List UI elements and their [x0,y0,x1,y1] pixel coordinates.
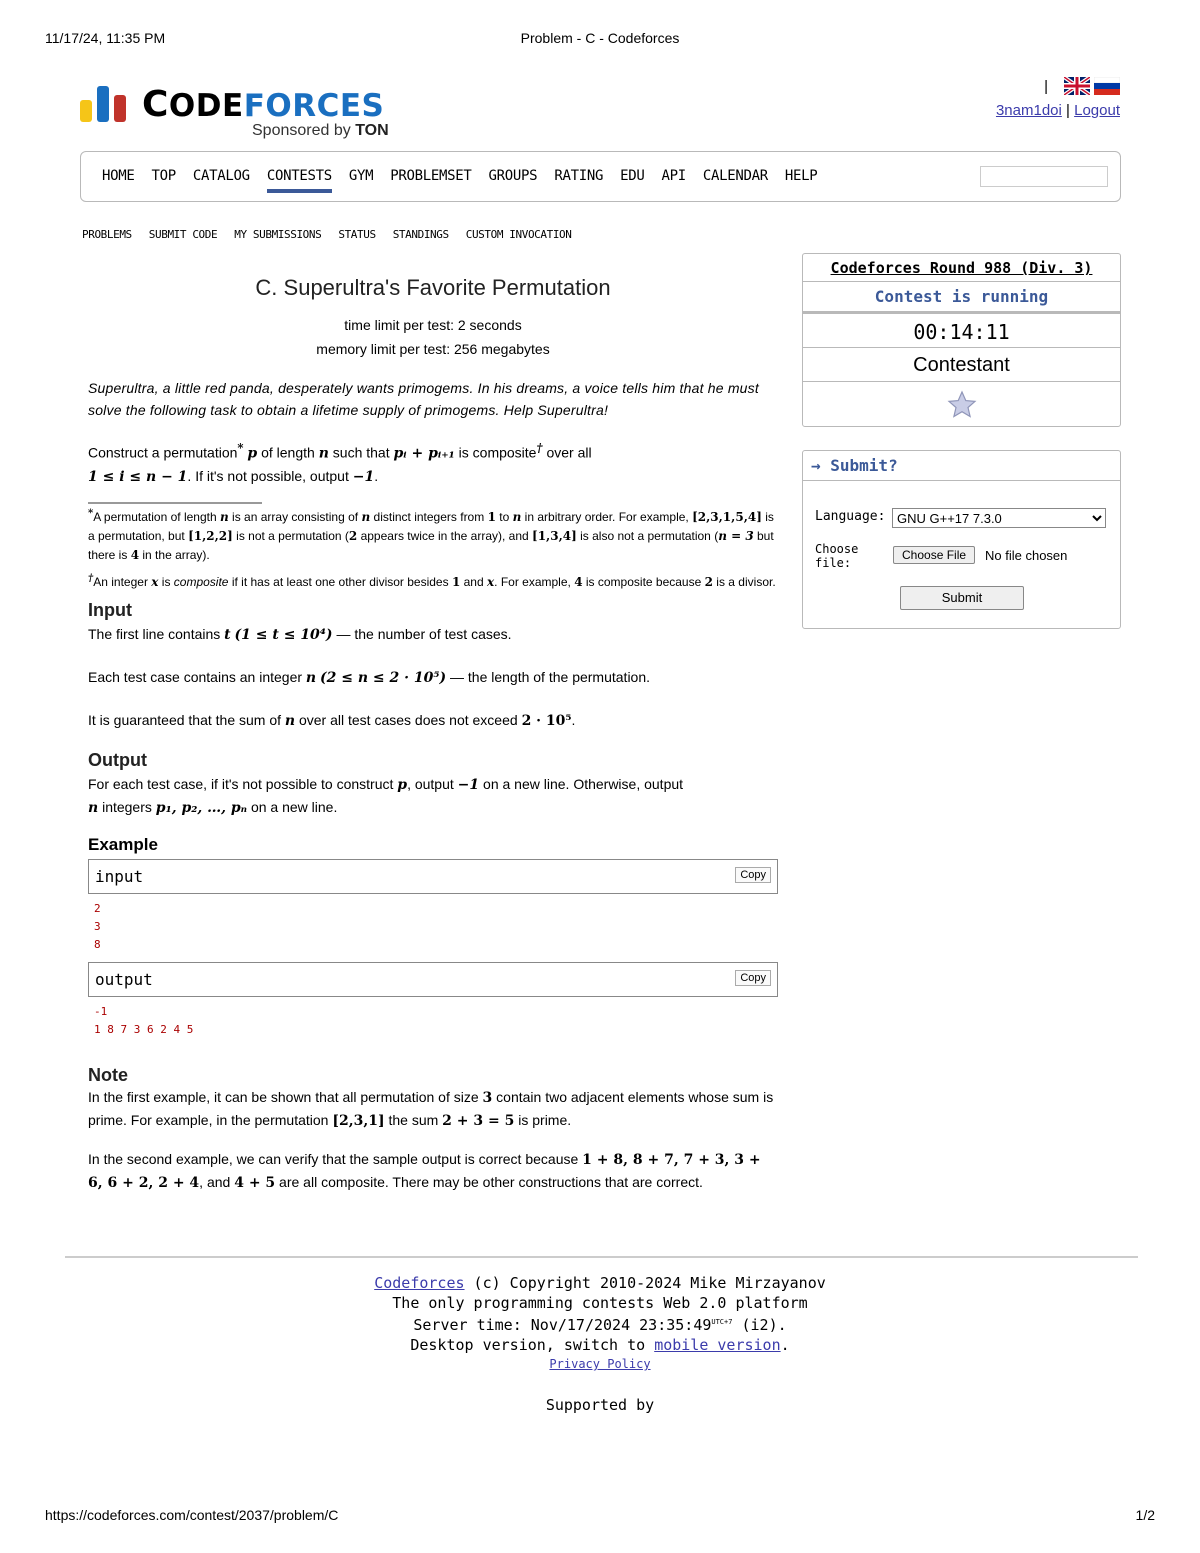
nav-item-edu[interactable]: EDU [620,168,645,184]
nav-item-catalog[interactable]: CATALOG [192,168,250,184]
participant-role: Contestant [803,348,1120,382]
link-divider: | [1066,102,1070,119]
note-paragraph-2: In the second example, we can verify that the sample output is correct because 1 + 8, 8 + 7, 7 + 3, 3 + 6, 6 + 2, 2 + 4, and 4 + 5 are all composite. There may be other constructions that are correct. [88,1150,761,1191]
submit-button[interactable]: Submit [900,586,1024,610]
sample-line: 8 [94,937,101,951]
footer-tagline: The only programming contests Web 2.0 platform [392,1293,808,1312]
input-section-title: Input [88,599,132,620]
problem-title: C. Superultra's Favorite Permutation [255,275,611,300]
nav-item-problemset[interactable]: PROBLEMSET [390,168,472,184]
nav-item-gym[interactable]: GYM [348,168,374,184]
problem-legend-story: Superultra, a little red panda, desperately wants primogems. In his dreams, a voice tells him that he must solve the following task to obtain a lifetime supply of primogems. Help Superultra! [88,380,759,418]
codeforces-link[interactable]: Codeforces [374,1274,465,1292]
input-line-3: It is guaranteed that the sum of n over all test cases does not exceed 2 · 10⁵. [88,711,576,729]
problem-statement [88,272,778,1194]
choose-file-button[interactable]: Choose File [893,546,975,564]
subnav-problems[interactable]: PROBLEMS [82,228,132,241]
input-line-2: Each test case contains an integer n (2 ≤ n ≤ 2 · 10⁵) — the length of the permutation. [88,668,651,686]
sample-output-data [88,997,778,1043]
separator: | [1044,77,1048,95]
privacy-policy-link[interactable]: Privacy Policy [549,1357,651,1371]
input-label: input [95,866,144,886]
logout-link[interactable]: Logout [1074,102,1120,119]
copy-output-button[interactable]: Copy [735,970,771,986]
logo-bars-icon [80,86,130,122]
sample-line: 3 [94,919,101,933]
print-page-number: 1/2 [1135,1507,1155,1523]
subnav-my-submissions[interactable]: MY SUBMISSIONS [234,228,322,241]
choose-file-label: Choose file: [815,542,859,570]
input-line-1: The first line contains t (1 ≤ t ≤ 10⁴) — the number of test cases. [88,625,512,643]
second-level-nav [82,228,589,241]
subnav-standings[interactable]: STANDINGS [392,228,449,241]
submit-sidebar [802,450,1121,629]
supported-by: Supported by [545,1396,655,1414]
language-select[interactable] [892,508,1106,528]
example-title: Example [88,834,158,854]
print-header [45,30,1155,50]
nav-item-top[interactable]: TOP [151,168,176,184]
memory-limit: memory limit per test: 256 megabytes [316,341,550,357]
print-url: https://codeforces.com/contest/2037/problem/C [45,1507,339,1523]
nav-item-home[interactable]: HOME [102,168,135,184]
uk-flag-icon[interactable] [1064,77,1090,95]
sample-output-header [88,962,778,997]
nav-item-contests[interactable]: CONTESTS [267,168,332,189]
subnav-status[interactable]: STATUS [338,228,376,241]
subnav-custom-invocation[interactable]: CUSTOM INVOCATION [465,228,572,241]
sample-line: 2 [94,901,101,915]
logo-wordmark: CODEFORCES [142,84,385,125]
footnote-permutation: *A permutation of length n is an array consisting of n distinct integers from 1 to n in arbitrary order. For example, [2,3,1,5,4] is a permutation, but [1,2,2] is not a permutation (2 appears twice in the array), and [1,3,4] is also not a permutation (n = 3 but there is 4 in the array). [88,507,774,562]
sample-input-header [88,859,778,894]
user-handle-link[interactable]: 3nam1doi [995,102,1062,119]
file-status: No file chosen [985,548,1068,563]
contest-sidebar [802,253,1121,427]
submit-title[interactable]: → Submit? [803,451,1120,481]
sample-line: -1 [94,1004,108,1018]
star-icon[interactable] [947,390,977,418]
sample-input-data [88,894,778,958]
language-label: Language: [815,509,886,524]
codeforces-logo[interactable] [80,82,410,142]
footer-divider [65,1256,1138,1258]
logo-sponsor: Sponsored by TON [252,122,389,139]
print-timestamp: 11/17/24, 11:35 PM [45,30,166,46]
nav-item-rating[interactable]: RATING [554,168,604,184]
nav-item-help[interactable]: HELP [784,168,818,184]
mobile-version-link[interactable]: mobile version [654,1335,781,1354]
contest-name-link[interactable]: Codeforces Round 988 (Div. 3) [803,254,1120,282]
nav-item-calendar[interactable]: CALENDAR [702,168,768,184]
print-title: Problem - C - Codeforces [520,30,680,46]
user-box [996,76,1120,119]
subnav-submit-code[interactable]: SUBMIT CODE [148,228,218,241]
problem-statement-text: Construct a permutation* p of length n such that pᵢ + pᵢ₊₁ is composite† over all 1 ≤ i ≤ n − 1. If it's not possible, output −1. [88,441,592,485]
russia-flag-icon[interactable] [1094,77,1120,95]
nav-item-api[interactable]: API [661,168,686,184]
sample-line: 1 8 7 3 6 2 4 5 [94,1022,194,1036]
output-section-title: Output [88,749,147,770]
note-title: Note [88,1064,128,1085]
page-footer: Codeforces (c) Copyright 2010-2024 Mike Mirzayanov The only programming contests Web 2.0 platform Server time: Nov/17/2024 $23:35:49^{UTC+7}$ (i2). Desktop version, switch to mobile version. Privacy Policy [0,1274,1200,1375]
contest-countdown: 00:14:11 [803,312,1120,348]
output-label: output [95,969,153,989]
contest-status: Contest is running [803,282,1120,312]
main-nav [80,151,1121,202]
note-paragraph-1: In the first example, it can be shown that all permutation of size 3 contain two adjacent elements whose sum is prime. For example, in the permutation [2,3,1] the sum 2 + 3 = 5 is prime. [88,1088,774,1129]
search-input[interactable] [980,166,1108,187]
copy-input-button[interactable]: Copy [735,867,771,883]
footnote-composite: †An integer x is composite if it has at least one other divisor besides 1 and x. For example, 4 is composite because 2 is a divisor. [88,572,776,589]
output-spec: For each test case, if it's not possible to construct p, output −1 on a new line. Otherwise, output n integers p₁, p₂, …, pₙ on a new line. [88,775,684,816]
time-limit: time limit per test: 2 seconds [344,317,522,333]
nav-item-groups[interactable]: GROUPS [488,168,538,184]
server-time: Server time: Nov/17/2024 $23:35:49^{UTC+7}$ (i2). [413,1316,787,1334]
